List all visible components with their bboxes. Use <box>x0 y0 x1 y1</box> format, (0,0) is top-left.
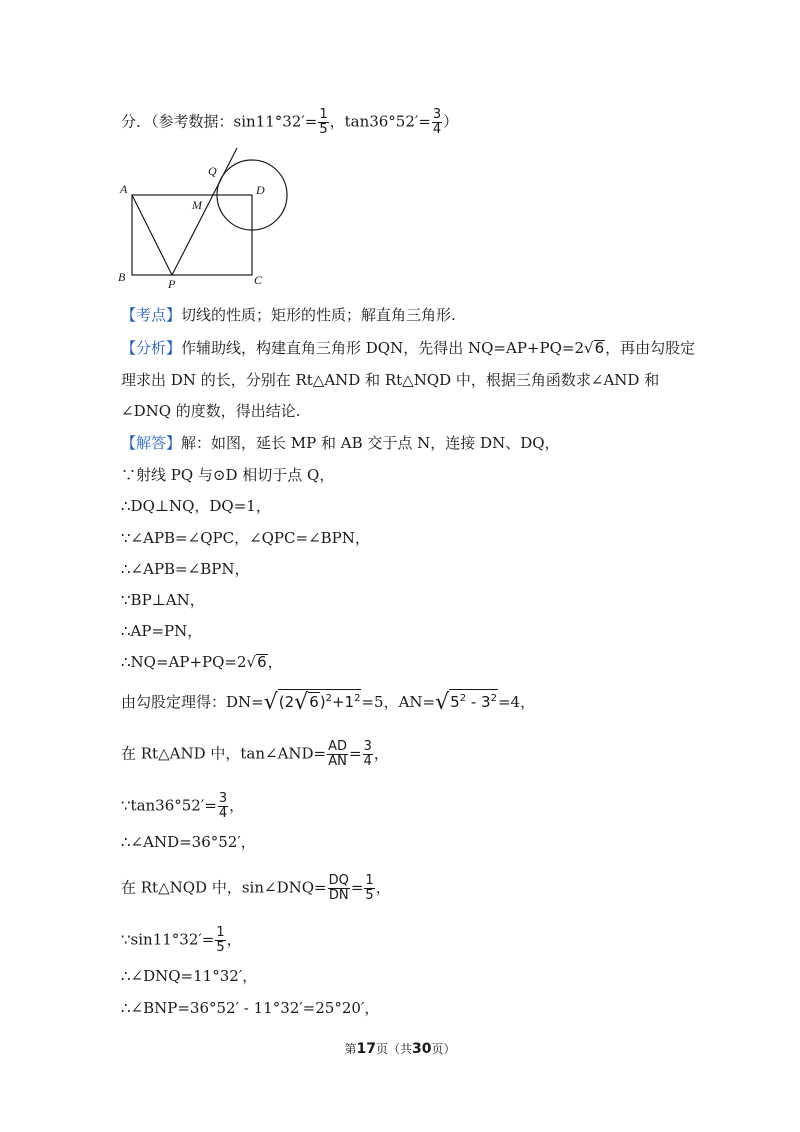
sqrt-an: $√5^2 - 3^2$ <box>435 690 497 715</box>
fraction-three-fourths: $\frac{3}{4}$ <box>218 791 228 821</box>
sqrt-six: √6 <box>246 653 267 671</box>
step-line: ∵∠APB=∠QPC，∠QPC=∠BPN， <box>121 529 370 547</box>
fenxi-line-2: 理求出 DN 的长，分别在 Rt△AND 和 Rt△NQD 中，根据三角函数求∠AND 和 <box>121 371 660 389</box>
ray-pq <box>172 148 237 275</box>
sqrt-six: √6 <box>584 339 605 357</box>
bnp-value-line: ∴∠BNP=36°52′ - 11°32′=25°20′， <box>121 999 380 1017</box>
fenxi-tag: 【分析】 <box>121 339 182 357</box>
kaodian-tag: 【考点】 <box>121 306 182 324</box>
step-line: ∴∠APB=∠BPN， <box>121 560 250 578</box>
label-d: D <box>256 183 265 197</box>
fraction-ad-an: $\frac{AD}{AN}$ <box>328 739 348 769</box>
label-a: A <box>120 182 128 196</box>
fraction-one-fifth: $\frac{1}{5}$ <box>365 873 374 903</box>
label-m: M <box>192 198 202 212</box>
tan-ref-line: ∵tan36°52′= $\frac{3}{4}$ ， <box>121 791 245 821</box>
jieda-tag: 【解答】 <box>121 434 182 452</box>
ref-prefix: 分．（参考数据：sin11°32′= <box>121 112 318 131</box>
reference-data-line: 分．（参考数据：sin11°32′= $\frac{1}{5}$ ，tan36°52′= $\frac{3}{4}$ ） <box>121 107 459 137</box>
fenxi-line-3: ∠DNQ 的度数，得出结论. <box>121 402 301 420</box>
sin-ref-line: ∵sin11°32′= $\frac{1}{5}$ ， <box>121 925 242 955</box>
fraction-three-fourths: $\frac{3}{4}$ <box>363 739 372 769</box>
step-line: ∴DQ⊥NQ，DQ=1， <box>121 497 271 515</box>
kaodian-line: 【考点】切线的性质；矩形的性质；解直角三角形. <box>121 306 456 324</box>
step-line: ∴AP=PN， <box>121 622 203 640</box>
fraction-dq-dn: $\frac{DQ}{DN}$ <box>328 873 349 903</box>
label-c: C <box>254 273 263 287</box>
ref-mid: ，tan36°52′= <box>329 112 431 131</box>
step-line: ∵BP⊥AN， <box>121 591 205 609</box>
jieda-line: 【解答】解：如图，延长 MP 和 AB 交于点 N，连接 DN、DQ， <box>121 434 560 452</box>
dnq-value-line: ∴∠DNQ=11°32′， <box>121 967 258 985</box>
total-pages: 30 <box>412 1041 432 1057</box>
page-footer: 第17页（共30页） <box>344 1041 456 1057</box>
label-b: B <box>118 270 126 284</box>
page-number: 17 <box>356 1041 376 1057</box>
fraction-one-fifth: $\frac{1}{5}$ <box>216 925 225 955</box>
sin-dnq-line: 在 Rt△NQD 中，sin∠DNQ= $\frac{DQ}{DN}$ = $\frac{1}{5}$ ， <box>121 873 391 903</box>
step-line: ∴NQ=AP+PQ=2√6， <box>121 653 283 671</box>
fraction-three-fourths: $\frac{3}{4}$ <box>432 107 442 137</box>
sqrt-dn: $√(2√6)^2+1^2$ <box>263 690 361 715</box>
segment-ap <box>132 195 172 275</box>
label-p: P <box>168 277 176 291</box>
label-q: Q <box>208 164 217 178</box>
geometry-figure <box>112 145 302 295</box>
step-line: ∵射线 PQ 与⊙D 相切于点 Q， <box>121 466 335 484</box>
tan-and-line: 在 Rt△AND 中，tan∠AND= $\frac{AD}{AN}$ = $\frac{3}{4}$ ， <box>121 739 389 769</box>
pythagoras-line: 由勾股定理得：$DN=√(2√6)^2+1^2=5$，$AN=√5^2 - 3^2=4$， <box>121 690 536 715</box>
fenxi-line-1: 【分析】作辅助线，构建直角三角形 DQN，先得出 NQ=AP+PQ=2√6，再由勾股定 <box>121 339 696 357</box>
sqrt-six: √6 <box>294 690 319 715</box>
fraction-one-fifth: $\frac{1}{5}$ <box>319 107 328 137</box>
and-value-line: ∴∠AND=36°52′， <box>121 833 256 851</box>
